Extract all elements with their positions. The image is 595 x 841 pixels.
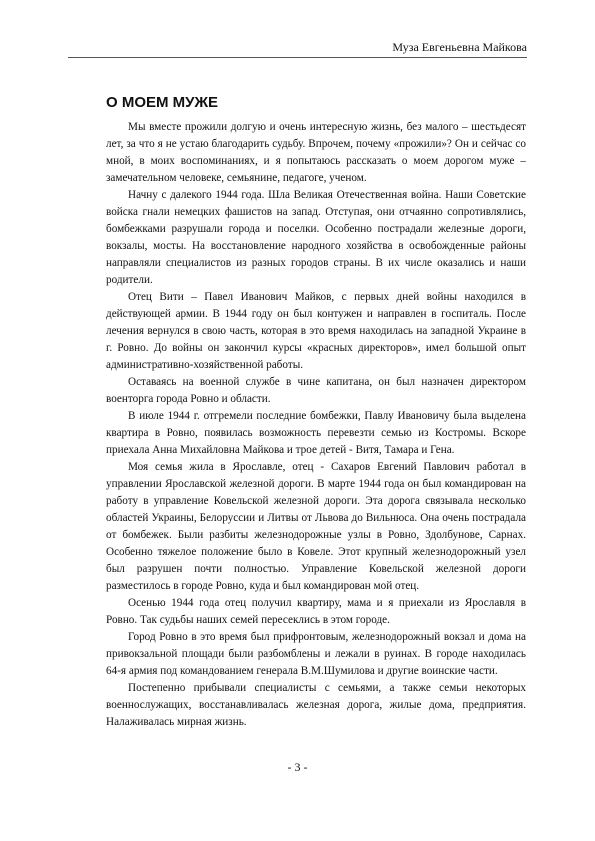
paragraph: В июле 1944 г. отгремели последние бомбежки, Павлу Ивановичу была выделена квартира в Ровно, появилась возможность перевезти семью из Костромы. Вскоре приехала Анна Михайловна Майкова и трое детей - Витя, Тамара и Гена. [106,410,526,456]
header-divider [68,57,527,58]
page-number: - 3 - [287,760,308,774]
paragraph: Отец Вити – Павел Иванович Майков, с первых дней войны находился в действующей армии. В 1944 году он был контужен и направлен в госпиталь. После лечения вернулся в свою часть, которая в это время находилась на западной Украине в г. Ровно. До войны он закончил курсы «красных директоров», имел большой опыт административно-хозяйственной работы. [106,291,526,371]
paragraph: Оставаясь на военной службе в чине капитана, он был назначен директором военторга города Ровно и области. [106,376,526,405]
paragraph: Постепенно прибывали специалисты с семьями, а также семьи некоторых военнослужащих, восстанавливалась железная дорога, жилые дома, предприятия. Налаживалась мирная жизнь. [106,682,526,728]
running-header: Муза Евгеньевна Майкова [392,40,527,54]
paragraph: Осенью 1944 года отец получил квартиру, мама и я приехали из Ярославля в Ровно. Так судьбы наших семей пересеклись в этом городе. [106,597,526,626]
section-title: О МОЕМ МУЖЕ [106,94,219,111]
paragraph: Начну с далекого 1944 года. Шла Великая Отечественная война. Наши Советские войска гнали немецких фашистов на запад. Отступая, они отчаянно сопротивлялись, бомбежками разрушали города и поселки. Особенно пострадали железные дороги, вокзалы, мосты. На восстановление народного хозяйства в освобожденные районы направляли специалистов из разных городов страны. В их числе оказались и наши родители. [106,189,526,286]
body-text [106,119,526,731]
paragraph: Моя семья жила в Ярославле, отец - Сахаров Евгений Павлович работал в управлении Ярославской железной дороги. В марте 1944 года он был командирован на работу в управление Ковельской железной дороги. Эта дорога связывала несколько областей Украины, Белоруссии и Литвы от Львова до Вильнюса. Она очень пострадала от бомбежек. Были разбиты железнодорожные узлы в Ровно, Здолбунове, Сарнах. Особенно тяжелое положение было в Ковеле. Этот крупный железнодорожный узел был разрушен почти полностью. Управление Ковельской железной дороги разместилось в городе Ровно, куда и был командирован мой отец. [106,461,526,592]
paragraph: Мы вместе прожили долгую и очень интересную жизнь, без малого – шестьдесят лет, за что я не устаю благодарить судьбу. Впрочем, почему «прожили»? Он и сейчас со мной, в моих воспоминаниях, и я попытаюсь рассказать о моем дорогом муже – замечательном человеке, семьянине, педагоге, ученом. [106,121,526,184]
paragraph: Город Ровно в это время был прифронтовым, железнодорожный вокзал и дома на привокзальной площади были разбомблены и лежали в руинах. В городе находилась 64-я армия под командованием генерала В.М.Шумилова и другие воинские части. [106,631,526,677]
